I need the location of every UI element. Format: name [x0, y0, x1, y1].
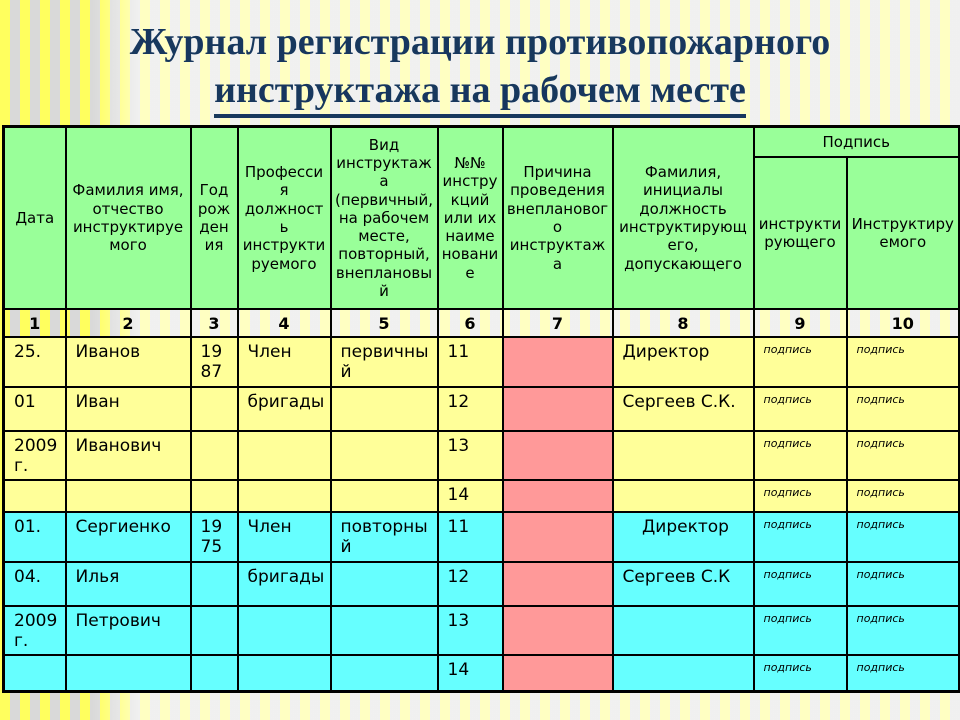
header-signature-instructed: Инструктируемого [847, 157, 960, 309]
title-line-2: инструктажа на рабочем месте [214, 66, 746, 118]
table-cell [191, 480, 238, 512]
table-cell: 04. [4, 562, 66, 606]
table-cell: 01 [4, 387, 66, 431]
table-cell [613, 655, 754, 691]
table-cell: 12 [438, 387, 503, 431]
column-number-row [4, 309, 960, 337]
signature-cell: подпись [754, 562, 847, 606]
column-number: 2 [66, 309, 191, 337]
table-cell: 1987 [191, 337, 238, 387]
table-cell [66, 480, 191, 512]
header-reason: Причина проведения внепланового инструктажа [503, 127, 613, 310]
table-cell [613, 480, 754, 512]
table-cell: 1975 [191, 512, 238, 562]
reason-cell [503, 562, 613, 606]
signature-cell: подпись [754, 512, 847, 562]
column-number: 4 [238, 309, 331, 337]
title-line-1: Журнал регистрации противопожарного [129, 21, 831, 63]
table-cell [613, 431, 754, 480]
signature-cell: подпись [847, 431, 960, 480]
reason-cell [503, 431, 613, 480]
reason-cell [503, 387, 613, 431]
table-cell [331, 387, 438, 431]
table-cell [191, 387, 238, 431]
table-cell: 12 [438, 562, 503, 606]
table-row [4, 337, 960, 387]
reason-cell [503, 606, 613, 655]
signature-cell: подпись [847, 562, 960, 606]
table-cell [238, 480, 331, 512]
table-cell: Петрович [66, 606, 191, 655]
table-cell: Илья [66, 562, 191, 606]
table-cell: 25. [4, 337, 66, 387]
table-cell [191, 655, 238, 691]
table-cell: Сергиенко [66, 512, 191, 562]
table-cell: 01. [4, 512, 66, 562]
table-cell: 11 [438, 512, 503, 562]
table-row [4, 562, 960, 606]
signature-cell: подпись [847, 655, 960, 691]
column-number: 3 [191, 309, 238, 337]
signature-cell: подпись [754, 655, 847, 691]
signature-cell: подпись [754, 337, 847, 387]
table-cell [238, 655, 331, 691]
header-instructor-name: Фамилия, инициалы должность инструктирующего, допускающего [613, 127, 754, 310]
table-row [4, 431, 960, 480]
table-row [4, 480, 960, 512]
column-number: 10 [847, 309, 960, 337]
table-cell: Иванович [66, 431, 191, 480]
table-cell: бригады [238, 562, 331, 606]
column-number: 7 [503, 309, 613, 337]
header-instruction-type: Вид инструктажа (первичный, на рабочем месте, повторный, внеплановый [331, 127, 438, 310]
table-cell [331, 606, 438, 655]
header-signature-instructor: инструктирующего [754, 157, 847, 309]
table-cell: Сергеев С.К. [613, 387, 754, 431]
reason-cell [503, 480, 613, 512]
column-number: 8 [613, 309, 754, 337]
column-number: 5 [331, 309, 438, 337]
signature-cell: подпись [754, 387, 847, 431]
table-cell: 14 [438, 655, 503, 691]
signature-cell: подпись [847, 480, 960, 512]
table-cell: Член [238, 512, 331, 562]
signature-cell: подпись [847, 387, 960, 431]
table-cell: 13 [438, 606, 503, 655]
table-cell: 13 [438, 431, 503, 480]
table-cell [238, 606, 331, 655]
table-row [4, 606, 960, 655]
table-cell: повторный [331, 512, 438, 562]
signature-cell: подпись [754, 480, 847, 512]
table-cell: Директор [613, 337, 754, 387]
reason-cell [503, 337, 613, 387]
table-cell [191, 431, 238, 480]
signature-cell: подпись [847, 606, 960, 655]
table-cell: Член [238, 337, 331, 387]
column-number: 1 [4, 309, 66, 337]
table-cell: Иван [66, 387, 191, 431]
table-cell: Сергеев С.К [613, 562, 754, 606]
table-row [4, 387, 960, 431]
header-date: Дата [4, 127, 66, 310]
table-cell [191, 562, 238, 606]
header-profession: Профессия должность инструктируемого [238, 127, 331, 310]
table-cell: 14 [438, 480, 503, 512]
table-cell: 11 [438, 337, 503, 387]
table-cell [191, 606, 238, 655]
signature-cell: подпись [847, 337, 960, 387]
table-cell [331, 562, 438, 606]
header-signature-group: Подпись [754, 127, 960, 158]
table-cell: 2009 г. [4, 431, 66, 480]
table-cell [331, 655, 438, 691]
table-cell: бригады [238, 387, 331, 431]
header-name: Фамилия имя, отчество инструктируемого [66, 127, 191, 310]
table-row [4, 655, 960, 691]
table-cell [331, 431, 438, 480]
registration-journal-table [2, 125, 960, 693]
header-instruction-numbers: №№ инструкций или их наименование [438, 127, 503, 310]
page-title [0, 18, 960, 118]
header-birth-year: Год рождения [191, 127, 238, 310]
table-cell: первичный [331, 337, 438, 387]
table-cell [238, 431, 331, 480]
table-cell [613, 606, 754, 655]
table-row [4, 512, 960, 562]
table-cell: Директор [613, 512, 754, 562]
table-cell [331, 480, 438, 512]
table-cell [4, 655, 66, 691]
column-number: 6 [438, 309, 503, 337]
reason-cell [503, 512, 613, 562]
table-cell [66, 655, 191, 691]
reason-cell [503, 655, 613, 691]
table-cell: 2009 г. [4, 606, 66, 655]
table-cell [4, 480, 66, 512]
column-number: 9 [754, 309, 847, 337]
table-cell: Иванов [66, 337, 191, 387]
header-row [4, 127, 960, 158]
signature-cell: подпись [754, 431, 847, 480]
signature-cell: подпись [754, 606, 847, 655]
signature-cell: подпись [847, 512, 960, 562]
